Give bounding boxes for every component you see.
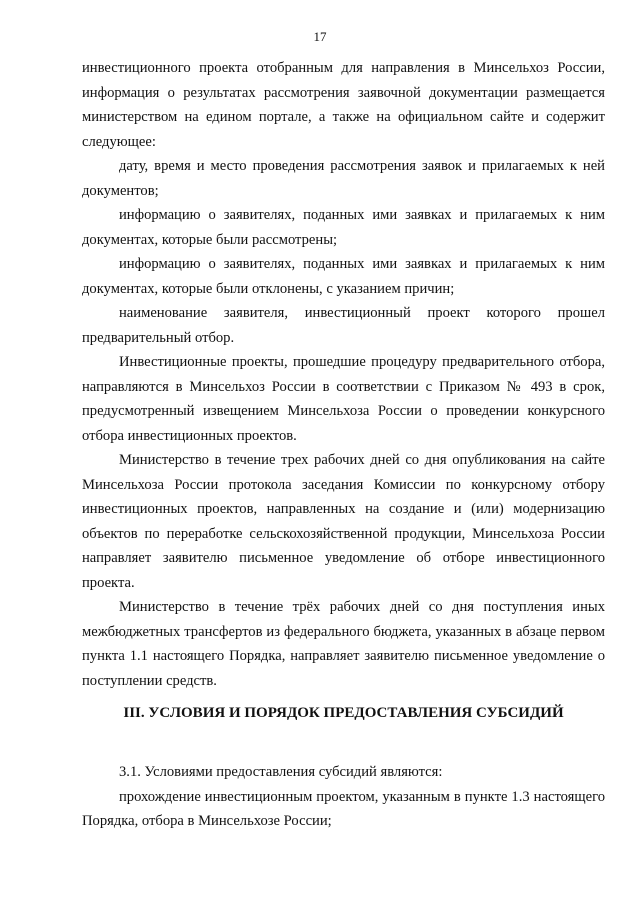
- paragraph: информацию о заявителях, поданных ими заявках и прилагаемых к ним документах, которые были рассмотрены;: [82, 207, 605, 248]
- paragraph: информацию о заявителях, поданных ими заявках и прилагаемых к ним документах, которые были отклонены, с указанием причин;: [82, 256, 605, 297]
- paragraph: 3.1. Условиями предоставления субсидий являются:: [119, 764, 443, 780]
- paragraph: Инвестиционные проекты, прошедшие процедуру предварительного отбора, направляются в Минсельхоз России в соответствии с Приказом № 493 в срок, предусмотренный извещением Минсельхоза России о проведении конкурсного отбора инвестиционных проектов.: [82, 354, 605, 444]
- paragraph: Министерство в течение трех рабочих дней со дня опубликования на сайте Минсельхоза России протокола заседания Комиссии по конкурсному отбору инвестиционных проектов, направленных на создание и (или) модернизацию объектов по переработке сельскохозяйственной продукции, Минсельхоза России направляет заявителю письменное уведомление об отборе инвестиционного проекта.: [82, 452, 605, 591]
- section-body: [82, 760, 605, 834]
- paragraph: инвестиционного проекта отобранным для направления в Минсельхоз России, информация о результатах рассмотрения заявочной документации размещается министерством на едином портале, а также на официальном сайте и содержит следующее:: [82, 60, 605, 150]
- paragraph: дату, время и место проведения рассмотрения заявок и прилагаемых к ней документов;: [82, 158, 605, 199]
- paragraph: прохождение инвестиционным проектом, указанным в пункте 1.3 настоящего Порядка, отбора в Минсельхозе России;: [82, 788, 605, 829]
- document-body: [82, 56, 605, 693]
- paragraph: Министерство в течение трёх рабочих дней со дня поступления иных межбюджетных трансфертов из федерального бюджета, указанных в абзаце первом пункта 1.1 настоящего Порядка, направляет заявителю письменное уведомление о поступлении средств.: [82, 599, 605, 689]
- paragraph: наименование заявителя, инвестиционный проект которого прошел предварительный отбор.: [82, 305, 605, 346]
- page-number: 17: [313, 29, 327, 44]
- section-heading: III. УСЛОВИЯ И ПОРЯДОК ПРЕДОСТАВЛЕНИЯ СУБСИДИЙ: [123, 705, 564, 721]
